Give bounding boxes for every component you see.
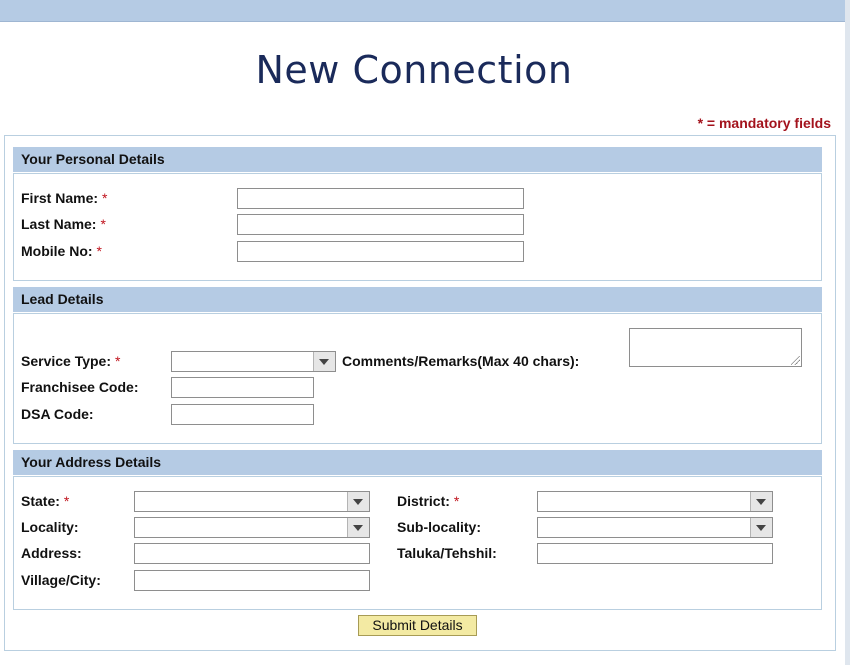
last-name-label: Last Name: * (21, 216, 106, 232)
required-marker: * (453, 493, 460, 509)
comments-label: Comments/Remarks(Max 40 chars): (342, 353, 580, 369)
chevron-down-icon[interactable] (347, 492, 369, 511)
required-marker: * (102, 190, 108, 206)
top-banner-bar (0, 0, 850, 22)
village-city-input[interactable] (134, 570, 370, 591)
locality-label: Locality: (21, 519, 79, 535)
state-label: State: * (21, 493, 70, 509)
chevron-down-icon[interactable] (347, 518, 369, 537)
submit-details-button[interactable]: Submit Details (358, 615, 477, 636)
address-input[interactable] (134, 543, 370, 564)
resize-grip-icon[interactable] (791, 356, 800, 365)
service-type-select[interactable] (171, 351, 336, 372)
address-label: Address: (21, 545, 82, 561)
chevron-down-icon[interactable] (750, 492, 772, 511)
village-city-label: Village/City: (21, 572, 101, 588)
district-label: District: * (397, 493, 460, 509)
dsa-code-label: DSA Code: (21, 406, 94, 422)
section-personal-heading: Your Personal Details (13, 147, 822, 172)
required-marker: * (100, 216, 106, 232)
required-marker: * (96, 243, 102, 259)
sub-locality-select[interactable] (537, 517, 773, 538)
first-name-label: First Name: * (21, 190, 108, 206)
state-select[interactable] (134, 491, 370, 512)
required-marker: * (63, 493, 70, 509)
mobile-input[interactable] (237, 241, 524, 262)
locality-select[interactable] (134, 517, 370, 538)
section-lead-heading: Lead Details (13, 287, 822, 312)
page-title: New Connection (255, 48, 573, 92)
chevron-down-icon[interactable] (313, 352, 335, 371)
page-right-edge (845, 0, 850, 665)
chevron-down-icon[interactable] (750, 518, 772, 537)
service-type-label: Service Type: * (21, 353, 121, 369)
franchisee-code-label: Franchisee Code: (21, 379, 139, 395)
comments-textarea[interactable] (629, 328, 802, 367)
required-marker: * (115, 353, 121, 369)
taluka-input[interactable] (537, 543, 773, 564)
franchisee-code-input[interactable] (171, 377, 314, 398)
district-select[interactable] (537, 491, 773, 512)
mandatory-note: * = mandatory fields (697, 115, 831, 131)
sub-locality-label: Sub-locality: (397, 519, 482, 535)
mobile-label: Mobile No: * (21, 243, 102, 259)
section-address-heading: Your Address Details (13, 450, 822, 475)
taluka-label: Taluka/Tehshil: (397, 545, 497, 561)
dsa-code-input[interactable] (171, 404, 314, 425)
last-name-input[interactable] (237, 214, 524, 235)
first-name-input[interactable] (237, 188, 524, 209)
